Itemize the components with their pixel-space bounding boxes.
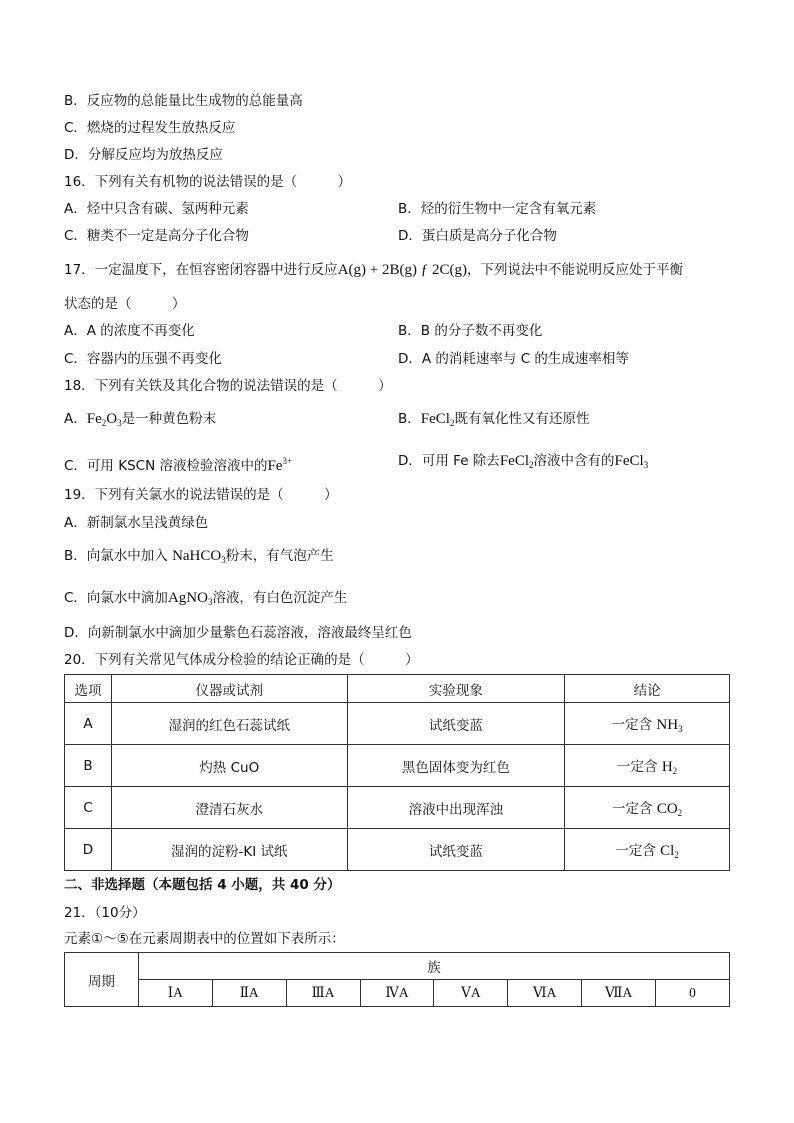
group-cell: ⅢA bbox=[286, 980, 360, 1007]
q17-stem-suffix: ，下列说法中不能说明反应处于平衡 bbox=[466, 262, 683, 278]
q17-stem-line2: 状态的是（ ） bbox=[64, 296, 186, 312]
row-reagent: 湿润的淀粉-KI 试纸 bbox=[111, 829, 347, 871]
q17-stem bbox=[64, 261, 683, 279]
q17-option-d: D．A 的消耗速率与 C 的生成速率相等 bbox=[398, 351, 629, 367]
q18-option-d: D．可用 Fe 除去FeCl$_2$溶液中含有的FeCl$_3$ bbox=[398, 453, 649, 470]
periodic-table bbox=[64, 952, 730, 1007]
q17-equation: A(g) + 2B(g) ƒ 2C(g) bbox=[337, 262, 467, 278]
q15-option-d: D．分解反应均为放热反应 bbox=[64, 147, 223, 163]
group-row bbox=[65, 980, 730, 1007]
q19-option-a: A．新制氯水呈浅黄绿色 bbox=[64, 515, 209, 531]
q17-option-c: C．容器内的压强不再变化 bbox=[64, 351, 222, 367]
q19-option-b: B．向氯水中加入 NaHCO$_3$粉末，有气泡产生 bbox=[64, 548, 334, 565]
table-row bbox=[65, 829, 730, 871]
row-option: D bbox=[65, 829, 112, 871]
row-option: C bbox=[65, 787, 112, 829]
group-cell: 0 bbox=[656, 980, 730, 1007]
q20-header-option: 选项 bbox=[65, 675, 112, 703]
q17-option-a: A．A 的浓度不再变化 bbox=[64, 323, 195, 339]
table-row bbox=[65, 745, 730, 787]
row-conclusion: 一定含 $CO_2$ bbox=[565, 787, 730, 829]
q16-option-c: C．糖类不一定是高分子化合物 bbox=[64, 228, 249, 244]
period-label: 周期 bbox=[65, 953, 139, 1007]
periodic-table-header bbox=[65, 953, 730, 980]
q20-table bbox=[64, 674, 730, 871]
q19-stem: 19．下列有关氯水的说法错误的是（ ） bbox=[64, 487, 338, 503]
group-cell: ⅦA bbox=[582, 980, 656, 1007]
row-phenomenon: 试纸变蓝 bbox=[347, 829, 565, 871]
row-reagent: 灼热 CuO bbox=[111, 745, 347, 787]
row-reagent: 湿润的红色石蕊试纸 bbox=[111, 703, 347, 745]
q20-header-phenomenon: 实验现象 bbox=[347, 675, 565, 703]
q17-option-b: B．B 的分子数不再变化 bbox=[398, 323, 543, 339]
q16-option-a: A．烃中只含有碳、氢两种元素 bbox=[64, 201, 249, 217]
group-cell: ⅡA bbox=[212, 980, 286, 1007]
q19-option-d: D．向新制氯水中滴加少量紫色石蕊溶液，溶液最终呈红色 bbox=[64, 625, 412, 641]
row-reagent: 澄清石灰水 bbox=[111, 787, 347, 829]
group-cell: ⅥA bbox=[508, 980, 582, 1007]
q21-intro: 元素①～⑤在元素周期表中的位置如下表所示： bbox=[64, 931, 345, 947]
q17-stem-prefix: 17．一定温度下，在恒容密闭容器中进行反应 bbox=[64, 262, 338, 278]
row-phenomenon: 黑色固体变为红色 bbox=[347, 745, 565, 787]
row-conclusion: 一定含 $H_2$ bbox=[565, 745, 730, 787]
q16-stem: 16．下列有关有机物的说法错误的是（ ） bbox=[64, 174, 352, 190]
q20-header-reagent: 仪器或试剂 bbox=[111, 675, 347, 703]
row-option: A bbox=[65, 703, 112, 745]
q16-option-b: B．烃的衍生物中一定含有氧元素 bbox=[398, 201, 597, 217]
group-cell: ⅤA bbox=[434, 980, 508, 1007]
table-row bbox=[65, 703, 730, 745]
q20-header-conclusion: 结论 bbox=[565, 675, 730, 703]
row-conclusion: 一定含 $Cl_2$ bbox=[565, 829, 730, 871]
q16-option-d: D．蛋白质是高分子化合物 bbox=[398, 228, 557, 244]
q15-option-c: C．燃烧的过程发生放热反应 bbox=[64, 120, 236, 136]
row-conclusion: 一定含 $NH_3$ bbox=[565, 703, 730, 745]
table-row bbox=[65, 787, 730, 829]
q18-option-a: A．$Fe_2O_3$是一种黄色粉末 bbox=[64, 411, 217, 428]
q21-stem: 21．（10分） bbox=[64, 905, 146, 921]
group-cell: ⅣA bbox=[360, 980, 434, 1007]
group-label: 族 bbox=[138, 953, 729, 980]
q18-option-b: B．FeCl$_2$既有氧化性又有还原性 bbox=[398, 411, 590, 428]
q20-stem: 20．下列有关常见气体成分检验的结论正确的是（ ） bbox=[64, 652, 419, 668]
q19-option-c: C．向氯水中滴加AgNO$_3$溶液，有白色沉淀产生 bbox=[64, 590, 348, 607]
q20-table-header bbox=[65, 675, 730, 703]
section-heading: 二、非选择题（本题包括 4 小题，共 40 分） bbox=[64, 877, 341, 893]
row-phenomenon: 试纸变蓝 bbox=[347, 703, 565, 745]
row-phenomenon: 溶液中出现浑浊 bbox=[347, 787, 565, 829]
q18-stem: 18．下列有关铁及其化合物的说法错误的是（ ） bbox=[64, 378, 392, 394]
group-cell: ⅠA bbox=[138, 980, 212, 1007]
q18-option-c: C．可用 KSCN 溶液检验溶液中的$Fe^{3+}$ bbox=[64, 456, 293, 474]
row-option: B bbox=[65, 745, 112, 787]
q15-option-b: B．反应物的总能量比生成物的总能量高 bbox=[64, 93, 303, 109]
